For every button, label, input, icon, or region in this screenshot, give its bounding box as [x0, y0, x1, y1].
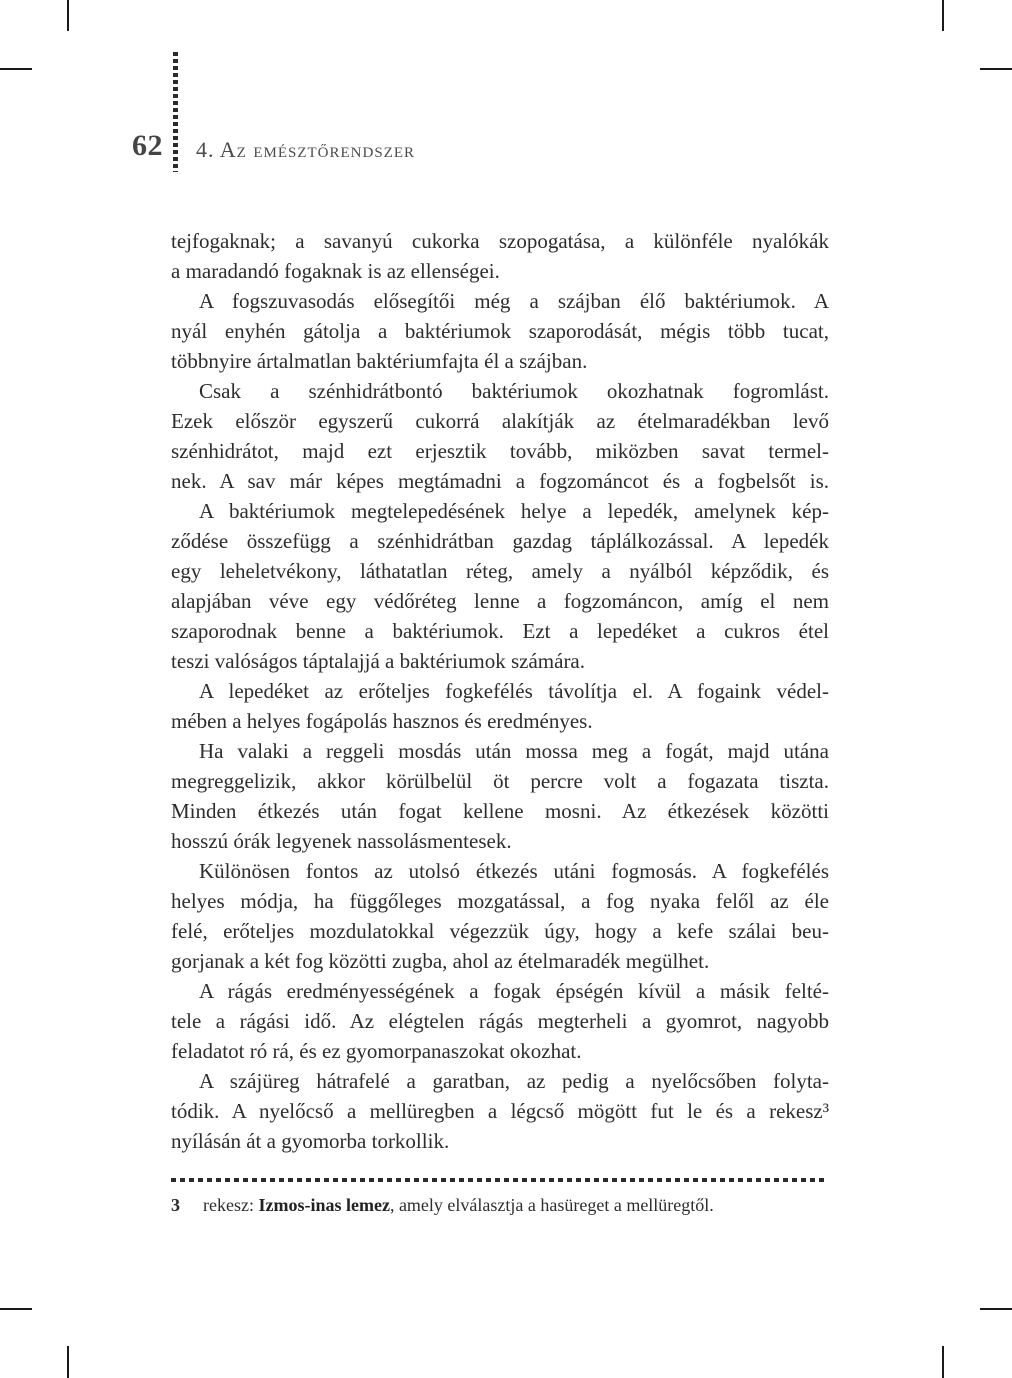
paragraph	[171, 376, 829, 496]
footnote-marker: 3	[171, 1195, 180, 1215]
paragraph	[171, 856, 829, 976]
text-line: alapjában véve egy védőréteg lenne a fogzománcon, amíg el nem	[171, 589, 829, 613]
text-line: Ha valaki a reggeli mosdás után mossa meg a fogát, majd utána	[199, 739, 829, 763]
text-line: A lepedéket az erőteljes fogkefélés távolítja el. A fogaink védel-	[199, 679, 829, 703]
body-text	[171, 226, 829, 1156]
footnote-text-prefix: rekesz:	[203, 1195, 259, 1215]
footnote-text-rest: , amely elválasztja a hasüreget a mellüregtől.	[389, 1195, 714, 1215]
text-line: mében a helyes fogápolás hasznos és eredményes.	[171, 709, 593, 733]
text-line: szaporodnak benne a baktériumok. Ezt a lepedéket a cukros étel	[171, 619, 829, 643]
text-line: gorjanak a két fog közötti zugba, ahol az ételmaradék megülhet.	[171, 949, 710, 973]
crop-mark-top-right-horizontal	[980, 68, 1012, 70]
text-line: tejfogaknak; a savanyú cukorka szopogatása, a különféle nyalókák	[171, 229, 829, 253]
text-line: Minden étkezés után fogat kellene mosni. Az étkezések közötti	[171, 799, 829, 823]
text-line: ződése összefügg a szénhidrátban gazdag táplálkozással. A lepedék	[171, 529, 829, 553]
chapter-header: 4. Az emésztőrendszer	[196, 137, 416, 162]
text-line: Csak a szénhidrátbontó baktériumok okozhatnak fogromlást.	[199, 379, 829, 403]
page-number: 62	[132, 129, 163, 162]
paragraph	[171, 736, 829, 856]
text-line: helyes módja, ha függőleges mozgatással, a fog nyaka felől az éle	[171, 889, 829, 913]
paragraph	[171, 1066, 829, 1156]
text-line: A rágás eredményességének a fogak épségén kívül a másik felté-	[199, 979, 829, 1003]
paragraph	[171, 226, 829, 286]
crop-mark-top-left-horizontal	[0, 68, 32, 70]
text-line: A szájüreg hátrafelé a garatban, az pedig a nyelőcsőben folyta-	[199, 1069, 829, 1093]
text-line: nyílásán át a gyomorba torkollik.	[171, 1129, 450, 1153]
footnote-separator	[171, 1178, 827, 1182]
text-line: A fogszuvasodás elősegítői még a szájban élő baktériumok. A	[199, 289, 829, 313]
crop-mark-bottom-left-horizontal	[0, 1308, 32, 1310]
paragraph	[171, 286, 829, 376]
crop-mark-top-left-vertical	[67, 0, 69, 31]
text-line: nek. A sav már képes megtámadni a fogzománcot és a fogbelsőt is.	[171, 469, 829, 493]
footnote-term: Izmos-inas lemez	[258, 1195, 390, 1215]
text-line: egy leheletvékony, láthatatlan réteg, amely a nyálból képződik, és	[171, 559, 829, 583]
text-line: a maradandó fogaknak is az ellenségei.	[171, 259, 500, 283]
crop-mark-bottom-right-vertical	[942, 1346, 944, 1378]
text-line: hosszú órák legyenek nassolásmentesek.	[171, 829, 512, 853]
crop-mark-bottom-right-horizontal	[980, 1308, 1012, 1310]
paragraph	[171, 976, 829, 1066]
text-line: A baktériumok megtelepedésének helye a lepedék, amelynek kép-	[199, 499, 829, 523]
text-line: Különösen fontos az utolsó étkezés utáni fogmosás. A fogkefélés	[199, 859, 829, 883]
paragraph	[171, 676, 829, 736]
text-line: teszi valóságos táptalajjá a baktériumok számára.	[171, 649, 586, 673]
paragraph	[171, 496, 829, 676]
text-line: nyál enyhén gátolja a baktériumok szaporodását, mégis több tucat,	[171, 319, 829, 343]
header-dotted-rule	[173, 52, 178, 172]
text-line: feladatot ró rá, és ez gyomorpanaszokat okozhat.	[171, 1039, 582, 1063]
text-line: többnyire ártalmatlan baktériumfajta él a szájban.	[171, 349, 588, 373]
text-line: szénhidrátot, majd ezt erjesztik tovább, miközben savat termel-	[171, 439, 829, 463]
crop-mark-top-right-vertical	[942, 0, 944, 31]
text-line: tódik. A nyelőcső a mellüregben a légcső mögött fut le és a rekesz³	[171, 1099, 829, 1123]
text-line: tele a rágási idő. Az elégtelen rágás megterheli a gyomrot, nagyobb	[171, 1009, 829, 1033]
text-line: Ezek először egyszerű cukorrá alakítják az ételmaradékban levő	[171, 409, 829, 433]
text-line: felé, erőteljes mozdulatokkal végezzük úgy, hogy a kefe szálai beu-	[171, 919, 829, 943]
crop-mark-bottom-left-vertical	[67, 1346, 69, 1378]
footnote	[171, 1192, 829, 1218]
text-line: megreggelizik, akkor körülbelül öt percre volt a fogazata tiszta.	[171, 769, 829, 793]
